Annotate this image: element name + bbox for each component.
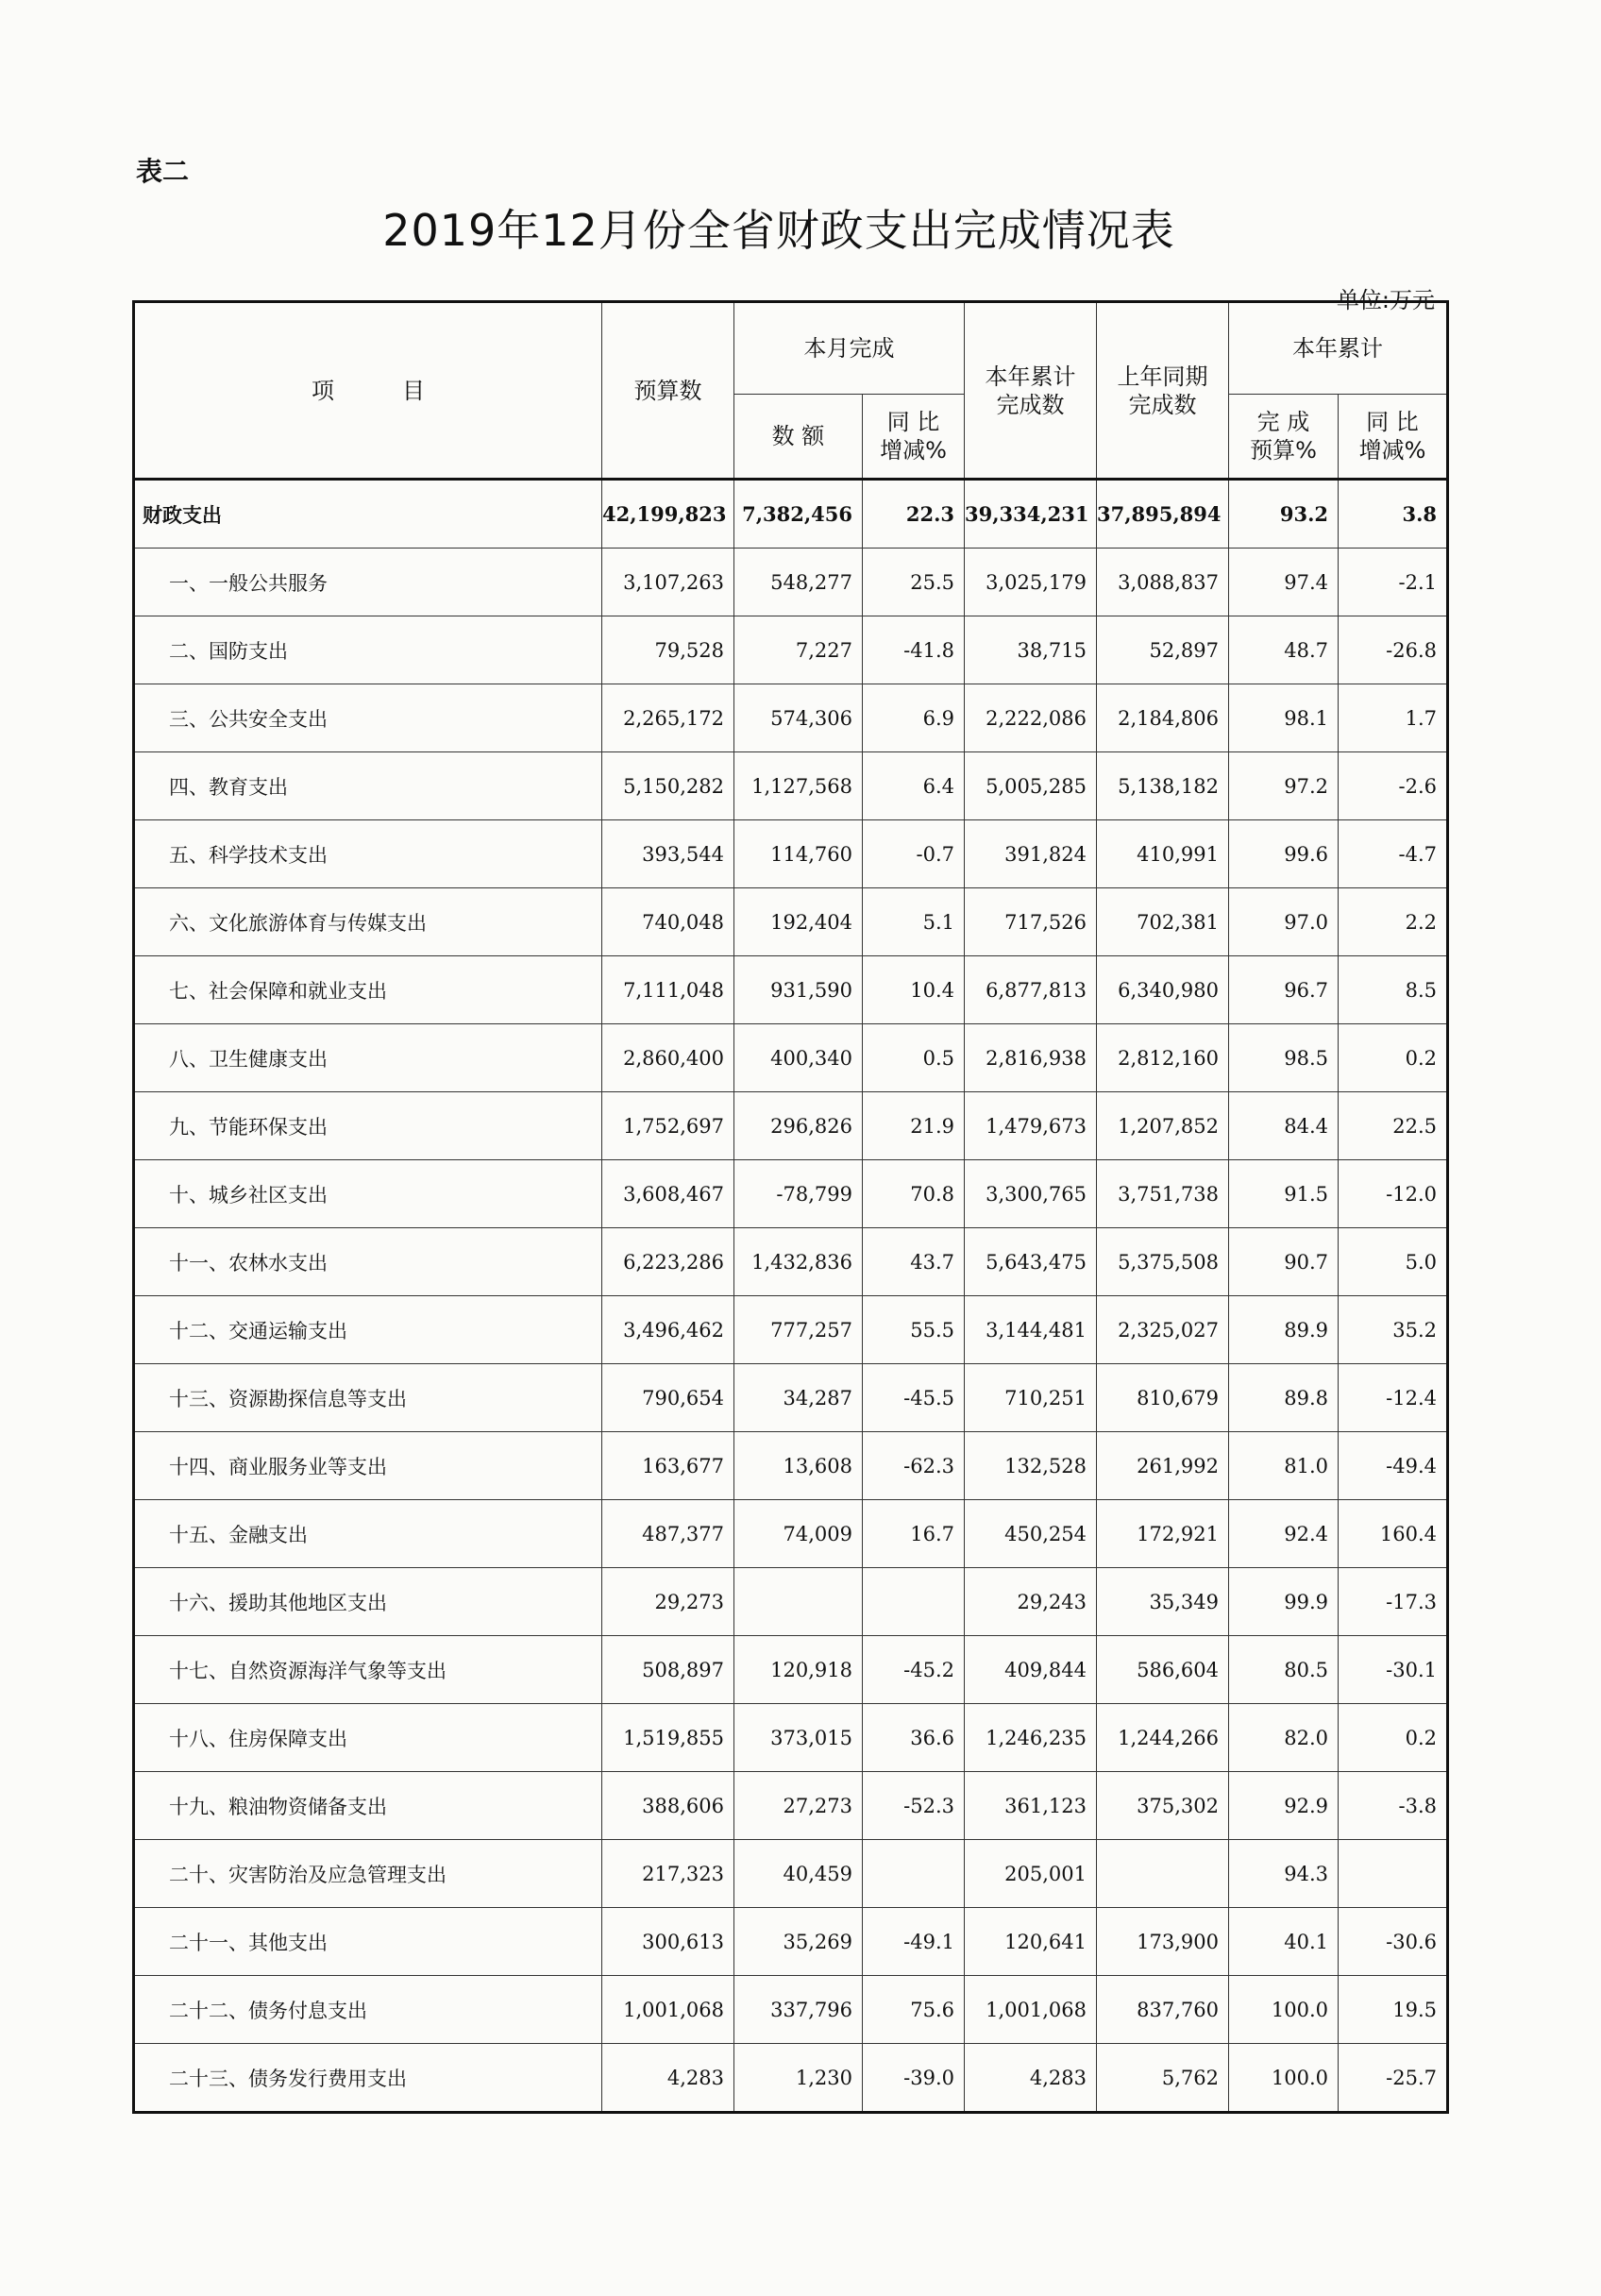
cell-month-yoy bbox=[863, 1568, 965, 1636]
cell-pct-budget: 92.4 bbox=[1229, 1500, 1339, 1568]
cell-month-amount: 74,009 bbox=[734, 1500, 863, 1568]
cell-month-yoy: -45.5 bbox=[863, 1364, 965, 1432]
cell-prev: 1,207,852 bbox=[1097, 1092, 1229, 1160]
cell-month-amount: 35,269 bbox=[734, 1908, 863, 1976]
cell-ytd: 361,123 bbox=[965, 1772, 1097, 1840]
table-row bbox=[134, 2044, 1448, 2113]
col-header-item: 项 目 bbox=[134, 302, 602, 480]
cell-month-amount: 296,826 bbox=[734, 1092, 863, 1160]
cell-month-amount: 400,340 bbox=[734, 1024, 863, 1092]
cell-item-name: 一、一般公共服务 bbox=[134, 549, 602, 616]
cell-item-name: 二十、灾害防治及应急管理支出 bbox=[134, 1840, 602, 1908]
cell-month-yoy: 5.1 bbox=[863, 888, 965, 956]
cell-budget: 2,265,172 bbox=[602, 684, 734, 752]
cell-ytd-yoy: 1.7 bbox=[1339, 684, 1448, 752]
cell-item-name: 十三、资源勘探信息等支出 bbox=[134, 1364, 602, 1432]
table-row bbox=[134, 1228, 1448, 1296]
table-row-total bbox=[134, 480, 1448, 549]
col-header-ytd-yoy-line1: 同 比 bbox=[1366, 409, 1419, 435]
cell-pct-budget: 80.5 bbox=[1229, 1636, 1339, 1704]
cell-ytd: 5,643,475 bbox=[965, 1228, 1097, 1296]
cell-prev: 5,138,182 bbox=[1097, 752, 1229, 820]
page-title: 2019年12月份全省财政支出完成情况表 bbox=[382, 205, 1175, 256]
cell-pct-budget: 89.9 bbox=[1229, 1296, 1339, 1364]
cell-ytd: 2,816,938 bbox=[965, 1024, 1097, 1092]
cell-month-amount: 1,230 bbox=[734, 2044, 863, 2113]
cell-pct-budget: 99.6 bbox=[1229, 820, 1339, 888]
cell-month-yoy: 25.5 bbox=[863, 549, 965, 616]
cell-ytd-yoy: -25.7 bbox=[1339, 2044, 1448, 2113]
cell-budget: 2,860,400 bbox=[602, 1024, 734, 1092]
col-header-ytd-group: 本年累计 bbox=[1229, 302, 1448, 395]
cell-month-amount: 574,306 bbox=[734, 684, 863, 752]
cell-prev: 586,604 bbox=[1097, 1636, 1229, 1704]
cell-month-yoy: 75.6 bbox=[863, 1976, 965, 2044]
cell-month-yoy bbox=[863, 1840, 965, 1908]
cell-month-yoy: -45.2 bbox=[863, 1636, 965, 1704]
table-row bbox=[134, 956, 1448, 1024]
table-row bbox=[134, 1160, 1448, 1228]
cell-ytd: 1,001,068 bbox=[965, 1976, 1097, 2044]
cell-pct-budget: 82.0 bbox=[1229, 1704, 1339, 1772]
cell-month-yoy: -39.0 bbox=[863, 2044, 965, 2113]
cell-pct-budget: 96.7 bbox=[1229, 956, 1339, 1024]
table-row bbox=[134, 820, 1448, 888]
cell-prev: 172,921 bbox=[1097, 1500, 1229, 1568]
cell-month-yoy: 0.5 bbox=[863, 1024, 965, 1092]
cell-pct-budget: 48.7 bbox=[1229, 616, 1339, 684]
cell-prev: 3,751,738 bbox=[1097, 1160, 1229, 1228]
cell-month-yoy: 21.9 bbox=[863, 1092, 965, 1160]
col-header-ytd-line2: 完成数 bbox=[996, 391, 1065, 418]
cell-ytd: 38,715 bbox=[965, 616, 1097, 684]
cell-ytd: 120,641 bbox=[965, 1908, 1097, 1976]
cell-item-name: 二、国防支出 bbox=[134, 616, 602, 684]
cell-item-name: 二十二、债务付息支出 bbox=[134, 1976, 602, 2044]
cell-prev: 410,991 bbox=[1097, 820, 1229, 888]
cell-ytd-yoy: -26.8 bbox=[1339, 616, 1448, 684]
table-row bbox=[134, 549, 1448, 616]
cell-month-amount: 27,273 bbox=[734, 1772, 863, 1840]
cell-month-amount bbox=[734, 1568, 863, 1636]
cell-month-yoy: 55.5 bbox=[863, 1296, 965, 1364]
cell-ytd: 717,526 bbox=[965, 888, 1097, 956]
cell-pct-budget: 89.8 bbox=[1229, 1364, 1339, 1432]
cell-prev: 2,325,027 bbox=[1097, 1296, 1229, 1364]
cell-pct-budget: 84.4 bbox=[1229, 1092, 1339, 1160]
cell-budget: 393,544 bbox=[602, 820, 734, 888]
cell-month-amount: 1,127,568 bbox=[734, 752, 863, 820]
cell-pct-budget: 91.5 bbox=[1229, 1160, 1339, 1228]
cell-budget: 1,752,697 bbox=[602, 1092, 734, 1160]
col-header-ytd-yoy-line2: 增减% bbox=[1358, 437, 1426, 464]
col-header-budget: 预算数 bbox=[602, 302, 734, 480]
cell-item-name: 十二、交通运输支出 bbox=[134, 1296, 602, 1364]
cell-month-amount: 13,608 bbox=[734, 1432, 863, 1500]
col-header-ytd bbox=[965, 302, 1097, 480]
cell-ytd-yoy: 0.2 bbox=[1339, 1704, 1448, 1772]
cell-prev: 5,375,508 bbox=[1097, 1228, 1229, 1296]
cell-ytd: 1,246,235 bbox=[965, 1704, 1097, 1772]
cell-pct-budget: 90.7 bbox=[1229, 1228, 1339, 1296]
col-header-month-yoy bbox=[863, 395, 965, 480]
cell-ytd: 1,479,673 bbox=[965, 1092, 1097, 1160]
cell-month-yoy: -0.7 bbox=[863, 820, 965, 888]
cell-budget: 388,606 bbox=[602, 1772, 734, 1840]
cell-budget: 6,223,286 bbox=[602, 1228, 734, 1296]
cell-ytd: 132,528 bbox=[965, 1432, 1097, 1500]
cell-prev: 837,760 bbox=[1097, 1976, 1229, 2044]
table-row bbox=[134, 1840, 1448, 1908]
cell-month-yoy: 22.3 bbox=[863, 480, 965, 549]
cell-ytd-yoy: -49.4 bbox=[1339, 1432, 1448, 1500]
cell-pct-budget: 97.4 bbox=[1229, 549, 1339, 616]
cell-month-amount: 373,015 bbox=[734, 1704, 863, 1772]
cell-budget: 1,001,068 bbox=[602, 1976, 734, 2044]
cell-prev bbox=[1097, 1840, 1229, 1908]
cell-item-name: 十五、金融支出 bbox=[134, 1500, 602, 1568]
cell-item-name: 三、公共安全支出 bbox=[134, 684, 602, 752]
cell-pct-budget: 92.9 bbox=[1229, 1772, 1339, 1840]
col-header-prev-line2: 完成数 bbox=[1128, 391, 1197, 418]
cell-ytd: 450,254 bbox=[965, 1500, 1097, 1568]
cell-item-name: 十九、粮油物资储备支出 bbox=[134, 1772, 602, 1840]
cell-month-yoy: 6.9 bbox=[863, 684, 965, 752]
cell-budget: 487,377 bbox=[602, 1500, 734, 1568]
cell-budget: 508,897 bbox=[602, 1636, 734, 1704]
table-header bbox=[134, 302, 1448, 480]
cell-month-yoy: 16.7 bbox=[863, 1500, 965, 1568]
table-row bbox=[134, 1908, 1448, 1976]
cell-prev: 37,895,894 bbox=[1097, 480, 1229, 549]
cell-ytd-yoy: -17.3 bbox=[1339, 1568, 1448, 1636]
cell-ytd: 3,300,765 bbox=[965, 1160, 1097, 1228]
cell-month-yoy: 43.7 bbox=[863, 1228, 965, 1296]
col-header-month-amount: 数 额 bbox=[734, 395, 863, 480]
cell-month-amount: 34,287 bbox=[734, 1364, 863, 1432]
col-header-month-yoy-line2: 增减% bbox=[880, 437, 947, 464]
cell-budget: 217,323 bbox=[602, 1840, 734, 1908]
cell-prev: 2,184,806 bbox=[1097, 684, 1229, 752]
cell-budget: 790,654 bbox=[602, 1364, 734, 1432]
table-row bbox=[134, 888, 1448, 956]
cell-ytd-yoy: -12.0 bbox=[1339, 1160, 1448, 1228]
cell-prev: 375,302 bbox=[1097, 1772, 1229, 1840]
cell-item-name: 十一、农林水支出 bbox=[134, 1228, 602, 1296]
table-row bbox=[134, 752, 1448, 820]
cell-pct-budget: 40.1 bbox=[1229, 1908, 1339, 1976]
cell-prev: 52,897 bbox=[1097, 616, 1229, 684]
cell-month-amount: 931,590 bbox=[734, 956, 863, 1024]
cell-prev: 2,812,160 bbox=[1097, 1024, 1229, 1092]
cell-month-yoy: 6.4 bbox=[863, 752, 965, 820]
cell-item-name: 财政支出 bbox=[134, 480, 602, 549]
cell-ytd: 29,243 bbox=[965, 1568, 1097, 1636]
table-row bbox=[134, 1364, 1448, 1432]
table-row bbox=[134, 1432, 1448, 1500]
cell-pct-budget: 98.5 bbox=[1229, 1024, 1339, 1092]
cell-month-amount: -78,799 bbox=[734, 1160, 863, 1228]
cell-pct-budget: 93.2 bbox=[1229, 480, 1339, 549]
cell-pct-budget: 100.0 bbox=[1229, 2044, 1339, 2113]
col-header-pct-budget-line1: 完 成 bbox=[1256, 409, 1310, 435]
cell-month-amount: 7,382,456 bbox=[734, 480, 863, 549]
cell-ytd-yoy: 8.5 bbox=[1339, 956, 1448, 1024]
table-row bbox=[134, 1024, 1448, 1092]
cell-item-name: 九、节能环保支出 bbox=[134, 1092, 602, 1160]
table-row bbox=[134, 1772, 1448, 1840]
cell-ytd: 391,824 bbox=[965, 820, 1097, 888]
cell-ytd-yoy: 0.2 bbox=[1339, 1024, 1448, 1092]
cell-prev: 35,349 bbox=[1097, 1568, 1229, 1636]
col-header-pct-budget-line2: 预算% bbox=[1250, 437, 1317, 464]
cell-ytd-yoy: -2.1 bbox=[1339, 549, 1448, 616]
cell-ytd: 3,025,179 bbox=[965, 549, 1097, 616]
cell-ytd-yoy: -4.7 bbox=[1339, 820, 1448, 888]
cell-month-yoy: 70.8 bbox=[863, 1160, 965, 1228]
table-row bbox=[134, 1568, 1448, 1636]
cell-month-amount: 337,796 bbox=[734, 1976, 863, 2044]
table-row bbox=[134, 1500, 1448, 1568]
cell-pct-budget: 97.0 bbox=[1229, 888, 1339, 956]
cell-item-name: 十、城乡社区支出 bbox=[134, 1160, 602, 1228]
cell-item-name: 五、科学技术支出 bbox=[134, 820, 602, 888]
cell-month-yoy: 36.6 bbox=[863, 1704, 965, 1772]
col-header-month-yoy-line1: 同 比 bbox=[886, 409, 940, 435]
col-header-ytd-line1: 本年累计 bbox=[985, 363, 1076, 390]
cell-ytd-yoy: 19.5 bbox=[1339, 1976, 1448, 2044]
cell-month-amount: 120,918 bbox=[734, 1636, 863, 1704]
cell-pct-budget: 100.0 bbox=[1229, 1976, 1339, 2044]
cell-month-amount: 114,760 bbox=[734, 820, 863, 888]
table-row bbox=[134, 1092, 1448, 1160]
cell-ytd-yoy bbox=[1339, 1840, 1448, 1908]
cell-item-name: 十七、自然资源海洋气象等支出 bbox=[134, 1636, 602, 1704]
cell-budget: 3,496,462 bbox=[602, 1296, 734, 1364]
cell-budget: 1,519,855 bbox=[602, 1704, 734, 1772]
cell-budget: 3,107,263 bbox=[602, 549, 734, 616]
cell-ytd-yoy: 3.8 bbox=[1339, 480, 1448, 549]
cell-ytd-yoy: 2.2 bbox=[1339, 888, 1448, 956]
cell-ytd-yoy: 22.5 bbox=[1339, 1092, 1448, 1160]
cell-pct-budget: 97.2 bbox=[1229, 752, 1339, 820]
cell-month-amount: 777,257 bbox=[734, 1296, 863, 1364]
cell-pct-budget: 98.1 bbox=[1229, 684, 1339, 752]
cell-prev: 5,762 bbox=[1097, 2044, 1229, 2113]
col-header-ytd-yoy bbox=[1339, 395, 1448, 480]
cell-budget: 7,111,048 bbox=[602, 956, 734, 1024]
table-row bbox=[134, 1976, 1448, 2044]
cell-ytd: 205,001 bbox=[965, 1840, 1097, 1908]
cell-ytd: 6,877,813 bbox=[965, 956, 1097, 1024]
table-body bbox=[134, 480, 1448, 2113]
table-row bbox=[134, 1636, 1448, 1704]
cell-ytd-yoy: 35.2 bbox=[1339, 1296, 1448, 1364]
cell-prev: 173,900 bbox=[1097, 1908, 1229, 1976]
cell-month-yoy: -62.3 bbox=[863, 1432, 965, 1500]
col-header-prev bbox=[1097, 302, 1229, 480]
cell-pct-budget: 94.3 bbox=[1229, 1840, 1339, 1908]
cell-item-name: 二十三、债务发行费用支出 bbox=[134, 2044, 602, 2113]
cell-budget: 79,528 bbox=[602, 616, 734, 684]
cell-item-name: 十八、住房保障支出 bbox=[134, 1704, 602, 1772]
col-header-pct-budget bbox=[1229, 395, 1339, 480]
cell-item-name: 十六、援助其他地区支出 bbox=[134, 1568, 602, 1636]
cell-budget: 163,677 bbox=[602, 1432, 734, 1500]
cell-ytd: 39,334,231 bbox=[965, 480, 1097, 549]
cell-ytd: 710,251 bbox=[965, 1364, 1097, 1432]
expenditure-table bbox=[132, 300, 1449, 2114]
cell-ytd-yoy: 5.0 bbox=[1339, 1228, 1448, 1296]
cell-pct-budget: 99.9 bbox=[1229, 1568, 1339, 1636]
col-header-month-group: 本月完成 bbox=[734, 302, 965, 395]
cell-month-amount: 192,404 bbox=[734, 888, 863, 956]
cell-budget: 740,048 bbox=[602, 888, 734, 956]
cell-ytd: 3,144,481 bbox=[965, 1296, 1097, 1364]
cell-ytd: 409,844 bbox=[965, 1636, 1097, 1704]
cell-prev: 702,381 bbox=[1097, 888, 1229, 956]
cell-budget: 300,613 bbox=[602, 1908, 734, 1976]
col-header-prev-line1: 上年同期 bbox=[1117, 363, 1208, 390]
cell-month-amount: 548,277 bbox=[734, 549, 863, 616]
cell-ytd-yoy: -30.1 bbox=[1339, 1636, 1448, 1704]
cell-item-name: 四、教育支出 bbox=[134, 752, 602, 820]
cell-budget: 42,199,823 bbox=[602, 480, 734, 549]
cell-ytd-yoy: -12.4 bbox=[1339, 1364, 1448, 1432]
cell-item-name: 七、社会保障和就业支出 bbox=[134, 956, 602, 1024]
cell-item-name: 十四、商业服务业等支出 bbox=[134, 1432, 602, 1500]
table-row bbox=[134, 684, 1448, 752]
cell-ytd: 2,222,086 bbox=[965, 684, 1097, 752]
cell-prev: 261,992 bbox=[1097, 1432, 1229, 1500]
cell-prev: 6,340,980 bbox=[1097, 956, 1229, 1024]
cell-item-name: 二十一、其他支出 bbox=[134, 1908, 602, 1976]
cell-month-amount: 1,432,836 bbox=[734, 1228, 863, 1296]
cell-prev: 810,679 bbox=[1097, 1364, 1229, 1432]
cell-budget: 3,608,467 bbox=[602, 1160, 734, 1228]
table-row bbox=[134, 1704, 1448, 1772]
cell-month-yoy: -49.1 bbox=[863, 1908, 965, 1976]
table-row bbox=[134, 1296, 1448, 1364]
cell-ytd-yoy: -30.6 bbox=[1339, 1908, 1448, 1976]
cell-ytd-yoy: -2.6 bbox=[1339, 752, 1448, 820]
cell-prev: 3,088,837 bbox=[1097, 549, 1229, 616]
table-row bbox=[134, 616, 1448, 684]
cell-prev: 1,244,266 bbox=[1097, 1704, 1229, 1772]
cell-budget: 5,150,282 bbox=[602, 752, 734, 820]
cell-month-yoy: -52.3 bbox=[863, 1772, 965, 1840]
cell-budget: 29,273 bbox=[602, 1568, 734, 1636]
cell-item-name: 六、文化旅游体育与传媒支出 bbox=[134, 888, 602, 956]
cell-month-amount: 40,459 bbox=[734, 1840, 863, 1908]
cell-pct-budget: 81.0 bbox=[1229, 1432, 1339, 1500]
cell-item-name: 八、卫生健康支出 bbox=[134, 1024, 602, 1092]
cell-ytd-yoy: 160.4 bbox=[1339, 1500, 1448, 1568]
cell-budget: 4,283 bbox=[602, 2044, 734, 2113]
cell-ytd: 4,283 bbox=[965, 2044, 1097, 2113]
cell-month-yoy: -41.8 bbox=[863, 616, 965, 684]
cell-ytd: 5,005,285 bbox=[965, 752, 1097, 820]
cell-month-yoy: 10.4 bbox=[863, 956, 965, 1024]
cell-ytd-yoy: -3.8 bbox=[1339, 1772, 1448, 1840]
cell-month-amount: 7,227 bbox=[734, 616, 863, 684]
table-label: 表二 bbox=[136, 156, 190, 187]
unit-label: 单位:万元 bbox=[1336, 287, 1435, 313]
